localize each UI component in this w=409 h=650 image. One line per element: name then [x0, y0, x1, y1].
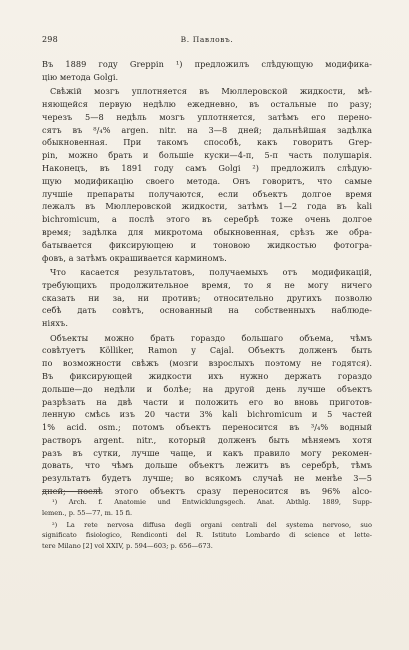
text-line: Объекты можно брать гораздо большаго объема, чѣмъ [50, 332, 372, 343]
text-line: лежалъ въ Мюллеровской жидкости, затѣмъ 1—2 года въ kali [42, 201, 372, 212]
text-line: щую модификацію своего метода. Онъ говоритъ, что самые [42, 175, 372, 186]
footnote [42, 520, 372, 552]
text-line: растворъ argent. nitr., который долженъ быть мѣняемъ хотя [42, 434, 372, 445]
text-line: требующихъ продолжительное время, то я не могу ничего [42, 279, 372, 290]
text-line: цію метода Golgi. [42, 71, 119, 82]
text-line: черезъ 5—8 недѣль мозгъ уплотняется, затѣмъ его перено- [42, 111, 372, 122]
text-line: няющейся первую недѣлю ежедневно, въ остальные по разу; [42, 98, 372, 109]
text-line: дней; послѣ этого объектъ сразу переносится въ 96% alco- [42, 486, 372, 497]
footnotes [42, 497, 372, 567]
footnote-line: tere Milano [2] vol XXIV, p. 594—603; p. 656—673. [42, 541, 213, 550]
footnote-line: ²) La rete nervosa diffusa degli organi centrali del systema nervoso, suo [52, 520, 372, 529]
text-line: фовъ, а затѣмъ окрашивается карминомъ. [42, 252, 227, 263]
footnote-rule [42, 491, 100, 492]
text-line: обыкновенная. При такомъ способѣ, какъ говоритъ Grep- [42, 137, 372, 148]
text-line: разрѣзать на двѣ части и положить его во вновь приготов- [42, 396, 372, 407]
page-number: 298 [42, 35, 58, 44]
text-line: Въ 1889 году Greppin ¹) предложилъ слѣдующую модифика- [42, 59, 372, 69]
running-head: В. Павловъ. [180, 35, 234, 44]
body-text [42, 58, 372, 497]
text-line: батывается фиксирующею и тоновою жидкостью фотогра- [42, 239, 372, 250]
text-line: результатъ будетъ лучше; во всякомъ случаѣ не менѣе 3—5 [42, 473, 372, 484]
text-line: сказать ни за, ни противъ; относительно другихъ позволю [42, 292, 372, 303]
text-line: Наконецъ, въ 1891 году самъ Golgi ²) предложилъ слѣдую- [42, 162, 372, 173]
text-line: сятъ въ ⁸/₄% argen. nitr. на 3—8 дней; дальнѣйшая задѣлка [42, 124, 372, 135]
paragraph [42, 332, 372, 498]
text-line: Свѣжій мозгъ уплотняется въ Мюллеровской жидкости, мѣ- [50, 86, 372, 97]
footnote [42, 497, 372, 518]
text-line: дольше—до недѣли и болѣе; на другой день лучше объектъ [42, 383, 372, 394]
text-line: совѣтуетъ Kölliker, Ramon y Cajal. Объектъ долженъ быть [42, 345, 372, 356]
footnote-line: ¹) Arch. f. Anatomie und Entwicklungsgech. Anat. Abthlg. 1889, Supp- [52, 498, 372, 506]
text-line: довать, что чѣмъ дольше объектъ лежитъ въ серебрѣ, тѣмъ [42, 460, 372, 471]
text-line: Что касается результатовъ, получаемыхъ отъ модификацій, [50, 266, 372, 277]
text-line: время; задѣлка для микротома обыкновенная, срѣзъ же обра- [42, 226, 372, 237]
text-line: себѣ дать совѣтъ, основанный на собственныхъ наблюде- [42, 305, 372, 316]
paragraph [42, 85, 372, 264]
footnote-line: lemen., p. 55—77, m. 15 fi. [42, 508, 133, 517]
text-line: bichromicum, а послѣ этого въ серебрѣ тоже очень долгое [42, 214, 372, 225]
page-header [42, 34, 372, 46]
text-line: лучшіе препараты получаются, если объектъ долгое время [42, 188, 372, 199]
text-line: 1% acid. osm.; потомъ объектъ переносится въ ³/₄% водный [42, 422, 372, 433]
footnote-line: significato fisiologico, Rendiconti del R. Istituto Lombardo di science et lette- [42, 531, 372, 540]
text-line: разъ въ сутки, лучше чаще, и какъ правило могу рекомен- [42, 447, 372, 458]
text-line: ніяхъ. [42, 318, 68, 329]
paragraph [42, 58, 372, 84]
paragraph [42, 266, 372, 330]
text-line: по возможности свѣжъ (мозги взрослыхъ поэтому не годятся). [42, 358, 372, 369]
text-line: Въ фиксирующей жидкости ихъ нужно держать гораздо [42, 370, 372, 381]
text-line: pin, можно брать и большіе куски—4-п, 5-п часть полушарія. [42, 150, 372, 161]
text-line: ленную смѣсь изъ 20 части 3% kali bichromicum и 5 частей [42, 409, 372, 420]
